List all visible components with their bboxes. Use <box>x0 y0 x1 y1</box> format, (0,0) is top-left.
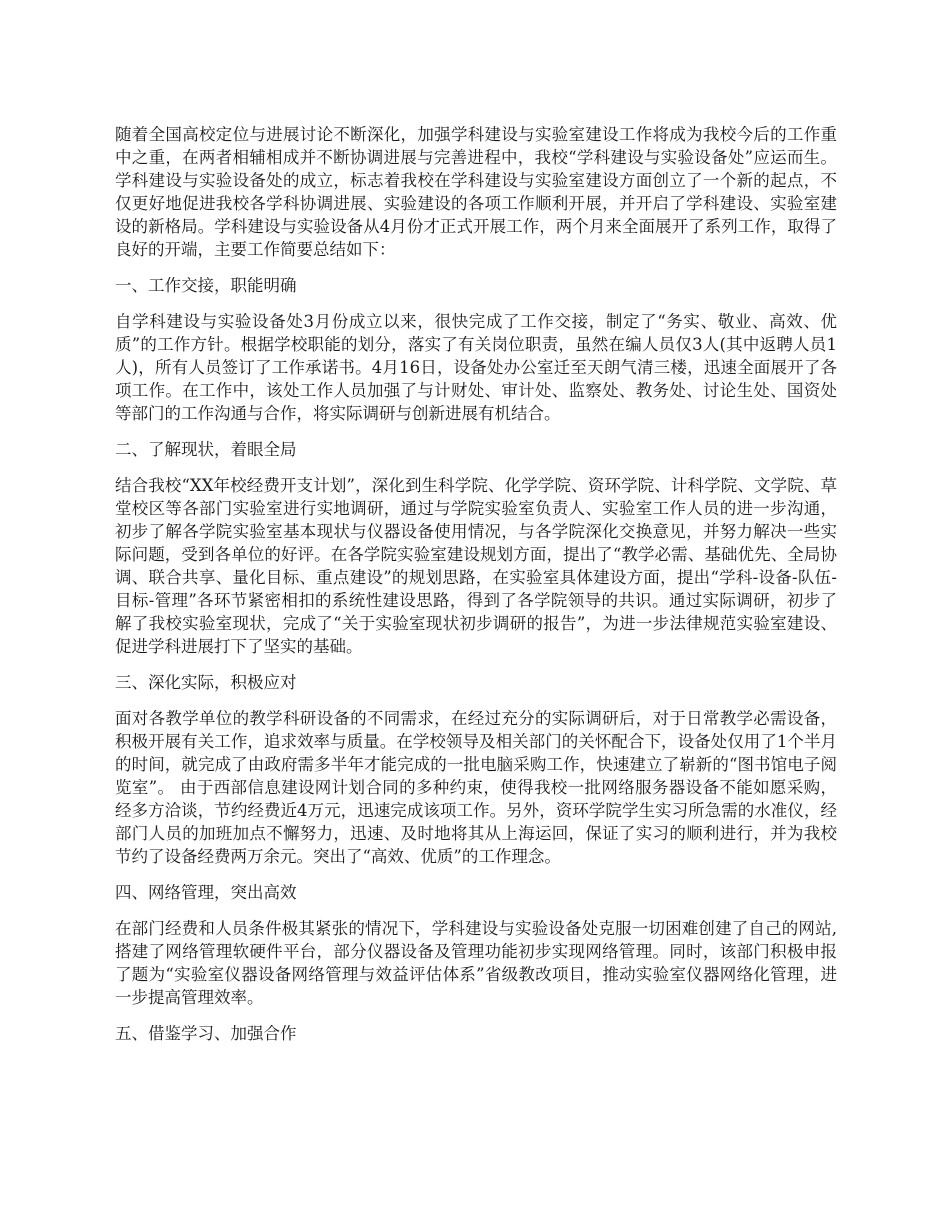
document-body <box>115 123 837 1058</box>
section-3-paragraph: 面对各教学单位的教学科研设备的不同需求，在经过充分的实际调研后，对于日常教学必需设备，积极开展有关工作，追求效率与质量。在学校领导及相关部门的关怀配合下，设备处仅用了1个半月的时间，就完成了由政府需多半年才能完成的一批电脑采购工作，快速建立了崭新的“图书馆电子阅览室”。 由于西部信息建设网计划合同的多种约束，使得我校一批网络服务器设备不能如愿采购，经多方洽谈，节约经费近4万元，迅速完成该项工作。另外，资环学院学生实习所急需的水准仪，经部门人员的加班加点不懈努力，迅速、及时地将其从上海运回，保证了实习的顺利进行，并为我校节约了设备经费两万余元。突出了“高效、优质”的工作理念。 <box>115 709 837 866</box>
section-heading-2: 二、了解现状，着眼全局 <box>115 440 297 459</box>
section-heading-5: 五、借鉴学习、加强合作 <box>115 1024 297 1043</box>
section-1-paragraph: 自学科建设与实验设备处3月份成立以来，很快完成了工作交接，制定了“务实、敬业、高效、优质”的工作方针。根据学校职能的划分，落实了有关岗位职责，虽然在编人员仅3人(其中返聘人员1人)，所有人员签订了工作承诺书。4月16日，设备处办公室迁至天朗气清三楼，迅速全面展开了各项工作。在工作中，该处工作人员加强了与计财处、审计处、监察处、教务处、讨论生处、国资处等部门的工作沟通与合作，将实际调研与创新进展有机结合。 <box>115 312 837 423</box>
section-heading-3: 三、深化实际，积极应对 <box>115 673 297 692</box>
section-heading-1: 一、工作交接，职能明确 <box>115 276 297 295</box>
section-2-paragraph: 结合我校“XX年校经费开支计划”，深化到生科学院、化学学院、资环学院、计科学院、文学院、草堂校区等各部门实验室进行实地调研，通过与学院实验室负责人、实验室工作人员的进一步沟通，初步了解各学院实验室基本现状与仪器设备使用情况，与各学院深化交换意见，并努力解决一些实际问题，受到各单位的好评。在各学院实验室建设规划方面，提出了“教学必需、基础优先、全局协调、联合共享、量化目标、重点建设”的规划思路，在实验室具体建设方面，提出“学科-设备-队伍-目标-管理”各环节紧密相扣的系统性建设思路，得到了各学院领导的共识。通过实际调研，初步了解了我校实验室现状，完成了“关于实验室现状初步调研的报告”，为进一步法律规范实验室建设、促进学科进展打下了坚实的基础。 <box>115 476 837 656</box>
section-4-paragraph: 在部门经费和人员条件极其紧张的情况下，学科建设与实验设备处克服一切困难创建了自己的网站,搭建了网络管理软硬件平台，部分仪器设备及管理功能初步实现网络管理。同时，该部门积极申报了题为“实验室仪器设备网络管理与效益评估体系”省级教改项目，推动实验室仪器网络化管理，进一步提高管理效率。 <box>115 919 837 1007</box>
section-heading-4: 四、网络管理，突出高效 <box>115 883 297 902</box>
intro-paragraph: 随着全国高校定位与进展讨论不断深化，加强学科建设与实验室建设工作将成为我校今后的工作重中之重，在两者相辅相成并不断协调进展与完善进程中，我校“学科建设与实验设备处”应运而生。学科建设与实验设备处的成立，标志着我校在学科建设与实验室建设方面创立了一个新的起点，不仅更好地促进我校各学科协调进展、实验建设的各项工作顺利开展，并开启了学科建设、实验室建设的新格局。学科建设与实验设备从4月份才正式开展工作，两个月来全面展开了系列工作，取得了良好的开端，主要工作简要总结如下： <box>115 125 837 259</box>
